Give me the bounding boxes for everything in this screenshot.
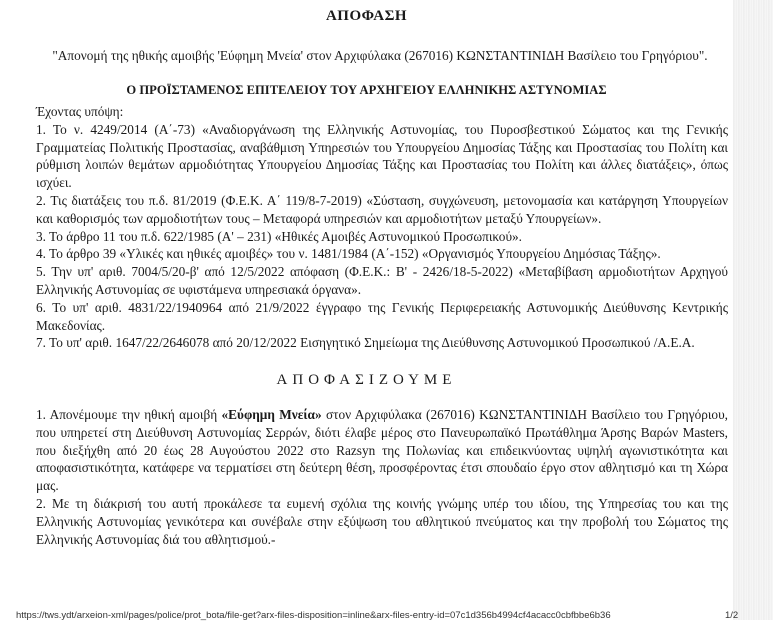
page-indicator: 1/2 — [725, 610, 739, 621]
decision-1-intro: 1. Απονέμουμε την ηθική αμοιβή — [36, 407, 222, 422]
consideration-item: 1. Το ν. 4249/2014 (Α΄-73) «Αναδιοργάνωση της Ελληνικής Αστυνομίας, του Πυροσβεστικού Σώματος και της Γενικής Γραμματείας Πολιτικής Προστασίας, αναβάθμιση Υπηρεσιών του Υπουργείου Δημοσίας Τάξης και Προστασίας του Πολίτη και ρύθμιση λοιπών θεμάτων αρμοδιότητας Υπουργείου Δημοσίας Τάξης και Προστασίας του Πολίτη και άλλες διατάξεις», όπως ισχύει. — [36, 121, 728, 191]
decision-item-2: 2. Με τη διάκρισή του αυτή προκάλεσε τα ευμενή σχόλια της κοινής γνώμης υπέρ του ιδίου, της Υπηρεσίας του και της Ελληνικής Αστυνομίας γενικότερα και συνέβαλε στην εξύψωση του αθλητικού πνεύματος και την προβολή του Σώματος της Ελληνικής Αστυνομίας διά του αθλητισμού.- — [36, 495, 728, 547]
decision-1-body: στον Αρχιφύλακα (267016) ΚΩΝΣΤΑΝΤΙΝΙΔΗ Βασίλειο του Γρηγόριου, που υπηρετεί στη Διεύθυνση Αστυνομίας Σερρών, διότι έλαβε μέρος στο Πανευρωπαϊκό Πρωτάθλημα Άρσης Βαρών Masters, που διεξήχθη από 20 έως 28 Αυγούστου 2022 στο Razsyn της Πολωνίας και επιδεικνύοντας υψηλή αγωνιστικότητα και αποφασιστικότητα, κατάφερε να τερματίσει στη δεύτερη θέση, προσφέροντας έτσι σπουδαίο έργο στον αθλητισμό και τη Χώρα μας. — [36, 407, 728, 494]
document-subject: "Απονομή της ηθικής αμοιβής 'Εύφημη Μνεία' στον Αρχιφύλακα (267016) ΚΩΝΣΤΑΝΤΙΝΙΔΗ Βασίλειο του Γρηγόριου". — [52, 48, 708, 63]
footer-url: https://tws.ydt/arxeion-xml/pages/police/prot_bota/file-get?arx-files-disposition=inline&arx-files-entry-id=07c1d356b4994cf4acacc0cbfbbe6b36 — [16, 610, 611, 621]
consideration-item: 4. Το άρθρο 39 «Υλικές και ηθικές αμοιβές» του ν. 1481/1984 (Α΄-152) «Οργανισμός Υπουργείου Δημόσιας Τάξης». — [36, 246, 661, 262]
decide-heading: ΑΠΟΦΑΣΙΖΟΥΜΕ — [276, 372, 457, 388]
consideration-item: 5. Την υπ' αριθ. 7004/5/20-β' από 12/5/2022 απόφαση (Φ.Ε.Κ.: Β' - 2426/18-5-2022) «Μεταβίβαση αρμοδιοτήτων Αρχηγού Ελληνικής Αστυνομίας σε υφιστάμενα υπηρεσιακά όργανα». — [36, 264, 728, 297]
considerations-section — [36, 103, 728, 352]
scan-edge-strip — [733, 0, 773, 620]
document-title: ΑΠΟΦΑΣΗ — [325, 8, 408, 24]
consideration-item: 7. Το υπ' αριθ. 1647/22/2646078 από 20/12/2022 Εισηγητικό Σημείωμα της Διεύθυνσης Αστυνομικού Προσωπικού /Α.Ε.Α. — [36, 335, 695, 351]
consideration-item: 3. Το άρθρο 11 του π.δ. 622/1985 (Α' – 231) «Ηθικές Αμοιβές Αστυνομικού Προσωπικού». — [36, 228, 523, 244]
award-name: «Εύφημη Μνεία» — [221, 407, 322, 422]
consideration-item: 2. Τις διατάξεις του π.δ. 81/2019 (Φ.Ε.Κ. Α΄ 119/8-7-2019) «Σύσταση, συγχώνευση, μετονομασία και κατάργηση Υπουργείων και καθορισμός των αρμοδιοτήτων τους – Μεταφορά υπηρεσιών και αρμοδιοτήτων μεταξύ Υπουργείων». — [36, 192, 728, 226]
issuing-authority: Ο ΠΡΟΪΣΤΑΜΕΝΟΣ ΕΠΙΤΕΛΕΙΟΥ ΤΟΥ ΑΡΧΗΓΕΙΟΥ ΕΛΛΗΝΙΚΗΣ ΑΣΤΥΝΟΜΙΑΣ — [126, 83, 607, 97]
decisions-section — [36, 406, 728, 548]
considering-label: Έχοντας υπόψη: — [36, 104, 124, 119]
decision-item-1 — [36, 406, 728, 495]
consideration-item: 6. Το υπ' αριθ. 4831/22/1940964 από 21/9/2022 έγγραφο της Γενικής Περιφερειακής Αστυνομικής Διεύθυνσης Κεντρικής Μακεδονίας. — [36, 299, 728, 333]
